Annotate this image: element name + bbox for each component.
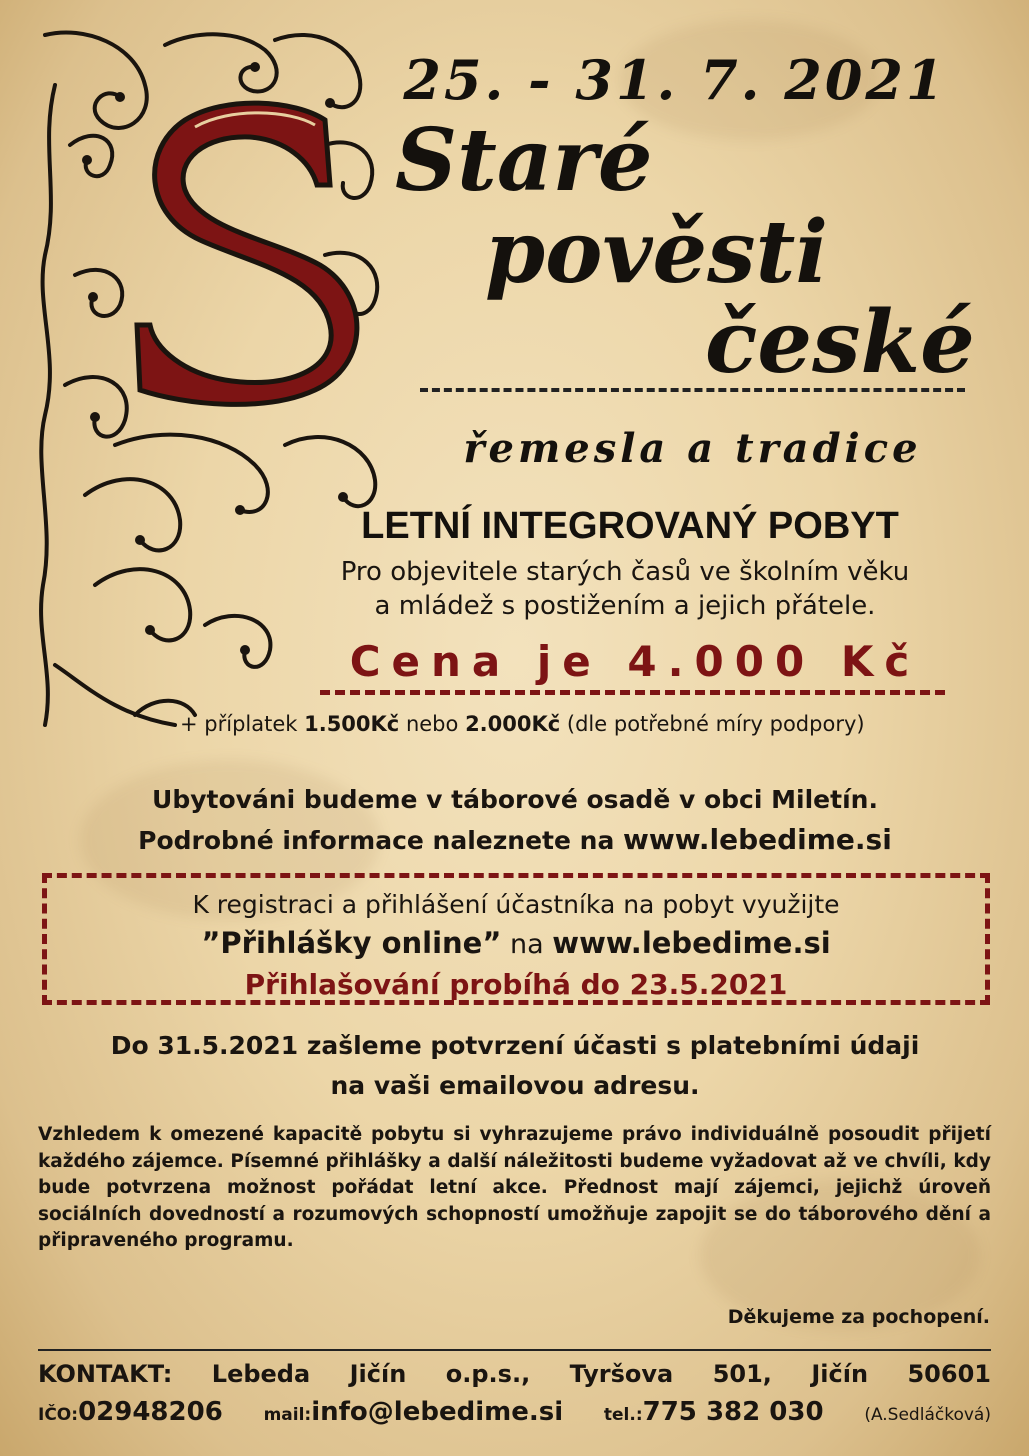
confirmation-line-1: Do 31.5.2021 zašleme potvrzení účasti s platebními údaji: [110, 1031, 920, 1060]
contact-city-2: Jičín: [811, 1360, 869, 1388]
ico-value: 02948206: [78, 1397, 223, 1427]
tel-value: 775 382 030: [642, 1397, 824, 1427]
contact-person: (A.Sedláčková): [864, 1405, 991, 1425]
intro-line-2: a mládež s postižením a jejich přátele.: [374, 591, 876, 621]
surcharge-prefix: + příplatek: [180, 712, 298, 736]
mail-label: mail:: [263, 1405, 312, 1425]
surcharge-amount-b: 2.000Kč: [465, 712, 561, 736]
surcharge-line: [180, 712, 1010, 736]
title-line-1: Staré: [395, 110, 653, 211]
surcharge-or: nebo: [405, 712, 459, 736]
contact-org: Lebeda: [211, 1360, 311, 1388]
registration-deadline: Přihlašování probíhá do 23.5.2021: [244, 968, 788, 1001]
lodging-line-2: [40, 820, 990, 861]
contact-city-1: Jičín: [349, 1360, 407, 1388]
event-date: 25. - 31. 7. 2021: [403, 48, 947, 112]
ico-label: IČO:: [38, 1405, 79, 1425]
contact-form: o.p.s.,: [445, 1360, 531, 1388]
contact-label: KONTAKT:: [38, 1360, 173, 1388]
decorated-initial-ornament: [25, 25, 405, 740]
online-application-label: ”Přihlášky online”: [201, 926, 502, 960]
registration-box: [42, 873, 990, 1005]
price: Cena je 4.000 Kč: [349, 637, 921, 686]
surcharge-note: (dle potřebné míry podpory): [566, 712, 865, 736]
lodging-info: [40, 780, 990, 861]
event-heading: LETNÍ INTEGROVANÝ POBYT: [361, 505, 899, 547]
registration-on: na: [510, 929, 544, 960]
confirmation-info: [40, 1026, 990, 1106]
event-intro: [250, 555, 1000, 623]
intro-line-1: Pro objevitele starých časů ve školním věku: [340, 557, 910, 587]
contact-line-2: [38, 1397, 991, 1427]
website-link[interactable]: www.lebedime.si: [623, 823, 892, 856]
capacity-notice: Vzhledem k omezené kapacitě pobytu si vyhrazujeme právo individuálně posoudit přijetí každého zájemce. Písemné přihlášky a další náležitosti budeme vyžadovat až ve chvíli, kdy bude potvrzena možnost pořádat letní akce. Přednost mají zájemci, jejichž úroveň sociálních dovedností a rozumových schopností umožňuje zapojit se do táborového dění a připraveného programu.: [38, 1124, 991, 1251]
confirmation-line-2: na vaši emailovou adresu.: [330, 1071, 700, 1100]
tel-label: tel.:: [603, 1405, 643, 1425]
lodging-line-1: Ubytováni budeme v táborové osadě v obci Miletín.: [152, 785, 878, 814]
title-divider: [420, 388, 965, 392]
title-line-2: pověsti: [485, 202, 828, 303]
contact-line-1: [38, 1360, 991, 1388]
title-line-3: české: [705, 292, 975, 393]
registration-line-1: K registraci a přihlášení účastníka na pobyt využijte: [192, 890, 840, 919]
subtitle: řemesla a tradice: [463, 425, 922, 472]
mail-link[interactable]: info@lebedime.si: [311, 1397, 564, 1427]
price-underline: [320, 690, 945, 695]
registration-line-2: [47, 926, 985, 960]
contact-divider: [38, 1349, 991, 1351]
thanks-line: Děkujeme za pochopení.: [727, 1306, 990, 1328]
contact-number: 501,: [712, 1360, 772, 1388]
registration-website-link[interactable]: www.lebedime.si: [552, 926, 831, 960]
surcharge-amount-a: 1.500Kč: [304, 712, 400, 736]
contact-street: Tyršova: [569, 1360, 674, 1388]
contact-zip: 50601: [907, 1360, 991, 1388]
lodging-info-text: Podrobné informace naleznete na: [138, 826, 615, 855]
